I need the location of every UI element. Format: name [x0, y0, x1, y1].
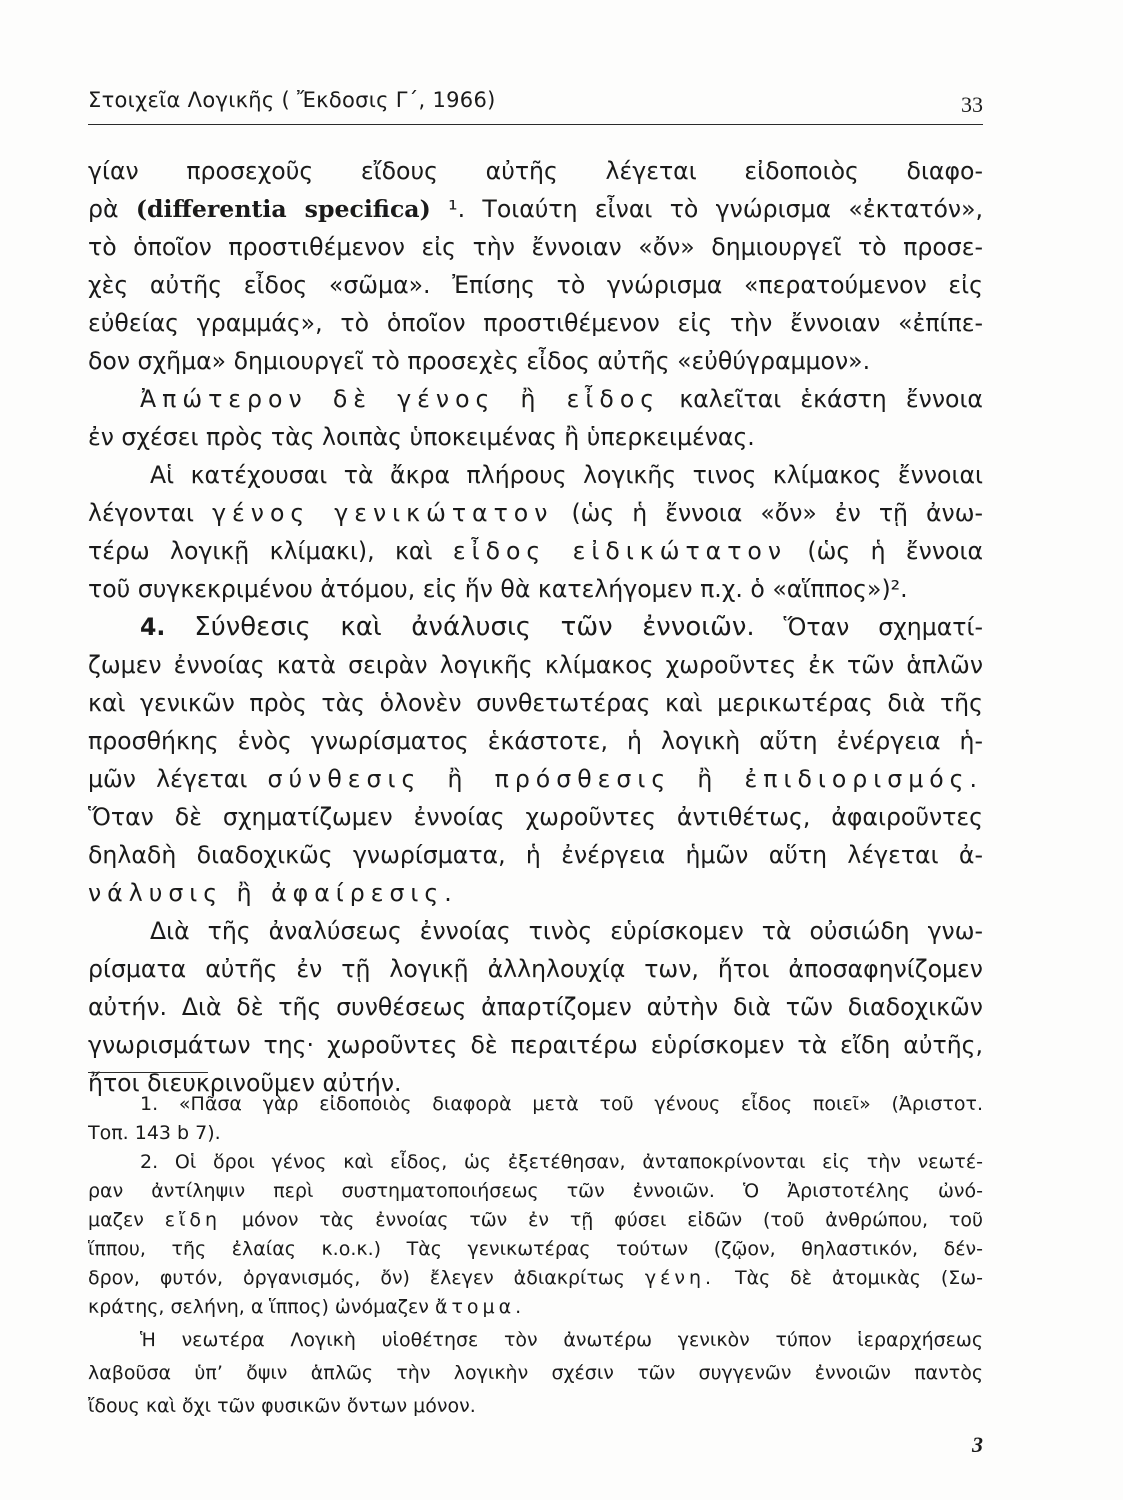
- text-line: Διὰ τῆς ἀναλύσεως ἐννοίας τινὸς εὑρίσκομεν τὰ οὐσιώδη γνω-: [150, 917, 983, 945]
- text-line: εὐθείας γραμμάς», τὸ ὁποῖον προστιθέμενον εἰς τὴν ἔννοιαν «ἐπίπε-: [88, 309, 983, 337]
- signature-mark: 3: [972, 1432, 983, 1457]
- text-span: κράτης, σελήνη, α ἵππος) ὠνόμαζεν: [88, 1296, 429, 1318]
- text-line: ζωμεν ἐννοίας κατὰ σειρὰν λογικῆς κλίμακος χωροῦντες ἐκ τῶν ἁπλῶν: [88, 651, 983, 679]
- note-line: λαβοῦσα ὑπ’ ὄψιν ἁπλῶς τὴν λογικὴν σχέσιν τῶν συγγενῶν ἐννοιῶν παντὸς: [88, 1362, 983, 1384]
- section-heading-line: [88, 608, 983, 646]
- text-span: λέγονται: [88, 499, 195, 527]
- text-span: (ὡς ἡ ἔννοια «ὄν» ἐν τῇ ἀνω-: [571, 499, 983, 527]
- text-line: [88, 532, 983, 570]
- footnote-line: [88, 1293, 983, 1322]
- text-span: τέρω λογικῇ κλίμακι), καὶ: [88, 537, 433, 565]
- text-line: Αἱ κατέχουσαι τὰ ἄκρα πλήρους λογικῆς τινος κλίμακος ἔννοιαι: [150, 461, 983, 489]
- text-line: αὐτήν. Διὰ δὲ τῆς συνθέσεως ἀπαρτίζομεν αὐτὴν διὰ τῶν διαδοχικῶν: [88, 993, 983, 1021]
- text-line: ἐν σχέσει πρὸς τὰς λοιπὰς ὑποκειμένας ἢ ὑπερκειμένας.: [88, 423, 755, 451]
- text-line: δον σχῆμα» δημιουργεῖ τὸ προσεχὲς εἶδος αὐτῆς «εὐθύγραμμον».: [88, 347, 871, 375]
- footnotes: [88, 1090, 983, 1322]
- main-text: [88, 152, 983, 1102]
- text-span: καλεῖται ἑκάστη ἔννοια: [679, 385, 983, 413]
- spaced-term: εἶδος εἰδικώτατον: [452, 537, 788, 565]
- spaced-term: γένος γενικώτατον: [212, 499, 554, 527]
- text-span: Τὰς δὲ ἀτομικὰς (Σω-: [735, 1267, 983, 1289]
- text-line: [88, 494, 983, 532]
- spaced-term: γένη.: [644, 1267, 716, 1289]
- note-line: ἴδους καὶ ὄχι τῶν φυσικῶν ὄντων μόνον.: [88, 1395, 476, 1417]
- text-span: μῶν λέγεται: [88, 765, 248, 793]
- footnote-rule: [88, 1072, 208, 1073]
- spaced-term: νάλυσις ἢ ἀφαίρεσις.: [88, 879, 458, 907]
- text-span: Ὅταν σχηματί-: [783, 613, 983, 641]
- footnote-line: ἵππου, τῆς ἐλαίας κ.ο.κ.) Τὰς γενικωτέρας τούτων (ζῷον, θηλαστικόν, δέν-: [88, 1238, 983, 1260]
- footnote-line: [88, 1264, 983, 1293]
- text-span: ρὰ: [88, 195, 119, 223]
- section-number: 4.: [140, 613, 166, 641]
- spaced-term: σύνθεσις ἢ πρόσθεσις ἢ ἐπιδιορισμός.: [267, 765, 983, 793]
- footnote-line: [88, 1206, 983, 1235]
- running-title: Στοιχεῖα Λογικῆς ( Ἔκδοσις Γ΄, 1966): [88, 88, 496, 112]
- spaced-term: εἴδη: [164, 1209, 222, 1231]
- text-line: [88, 190, 983, 228]
- footnote-line: ραν ἀντίληψιν περὶ συστηματοποιήσεως τῶν ἐννοιῶν. Ὁ Ἀριστοτέλης ὠνό-: [88, 1180, 983, 1202]
- text-line: [88, 760, 983, 798]
- text-line: [88, 874, 983, 912]
- footnote-line: Τοπ. 143 b 7).: [88, 1122, 221, 1144]
- text-line: καὶ γενικῶν πρὸς τὰς ὁλονὲν συνθετωτέρας καὶ μερικωτέρας διὰ τῆς: [88, 689, 983, 717]
- text-line: δηλαδὴ διαδοχικῶς γνωρίσματα, ἡ ἐνέργεια ἡμῶν αὕτη λέγεται ἀ-: [88, 841, 983, 869]
- note-paragraph: [88, 1324, 983, 1423]
- latin-term: (differentia specifica): [135, 195, 431, 223]
- note-line: Ἡ νεωτέρα Λογικὴ υἱοθέτησε τὸν ἀνωτέρω γενικὸν τύπον ἱεραρχήσεως: [140, 1329, 983, 1351]
- text-line: Ὅταν δὲ σχηματίζωμεν ἐννοίας χωροῦντες ἀντιθέτως, ἀφαιροῦντες: [88, 803, 983, 831]
- footnote-2: 2. Οἱ ὅροι γένος καὶ εἶδος, ὡς ἐξετέθησαν, ἀνταποκρίνονται εἰς τὴν νεωτέ-: [140, 1151, 983, 1173]
- text-line: ρίσματα αὐτῆς ἐν τῇ λογικῇ ἀλληλουχίᾳ των, ἤτοι ἀποσαφηνίζομεν: [88, 955, 983, 983]
- spaced-term: ἄτομα.: [434, 1296, 526, 1318]
- text-line: γνωρισμάτων της· χωροῦντες δὲ περαιτέρω εὑρίσκομεν τὰ εἴδη αὐτῆς,: [88, 1031, 983, 1059]
- text-span: (ὡς ἡ ἔννοια: [807, 537, 983, 565]
- text-span: δρον, φυτόν, ὀργανισμός, ὄν) ἔλεγεν ἀδιακρίτως: [88, 1267, 625, 1289]
- text-line: προσθήκης ἑνὸς γνωρίσματος ἑκάστοτε, ἡ λογικὴ αὕτη ἐνέργεια ἡ-: [88, 727, 983, 755]
- section-title: Σύνθεσις καὶ ἀνάλυσις τῶν ἐννοιῶν.: [194, 612, 755, 642]
- text-line: τοῦ συγκεκριμένου ἀτόμου, εἰς ἥν θὰ κατελήγομεν π.χ. ὁ «αἵππος»)².: [88, 575, 908, 603]
- text-line: ἤτοι διευκρινοῦμεν αὐτήν.: [88, 1069, 402, 1097]
- spaced-term: Ἀπώτερον δὲ γένος ἢ εἶδος: [140, 385, 661, 413]
- text-span: ¹. Τοιαύτη εἶναι τὸ γνώρισμα «ἐκτατόν»,: [448, 195, 983, 223]
- text-line: γίαν προσεχοῦς εἴδους αὐτῆς λέγεται εἰδοποιὸς διαφο-: [88, 157, 983, 185]
- text-line: [88, 380, 983, 418]
- text-line: τὸ ὁποῖον προστιθέμενον εἰς τὴν ἔννοιαν «ὄν» δημιουργεῖ τὸ προσε-: [88, 233, 983, 261]
- footnote-1: 1. «Πᾶσα γὰρ εἰδοποιὸς διαφορὰ μετὰ τοῦ γένους εἶδος ποιεῖ» (Ἀριστοτ.: [140, 1093, 983, 1115]
- text-span: μόνον τὰς ἐννοίας τῶν ἐν τῇ φύσει εἰδῶν (τοῦ ἀνθρώπου, τοῦ: [241, 1209, 983, 1231]
- text-line: χὲς αὐτῆς εἶδος «σῶμα». Ἐπίσης τὸ γνώρισμα «περατούμενον εἰς: [88, 271, 983, 299]
- running-header: [88, 84, 983, 125]
- text-span: μαζεν: [88, 1209, 144, 1231]
- page-number: 33: [961, 92, 983, 117]
